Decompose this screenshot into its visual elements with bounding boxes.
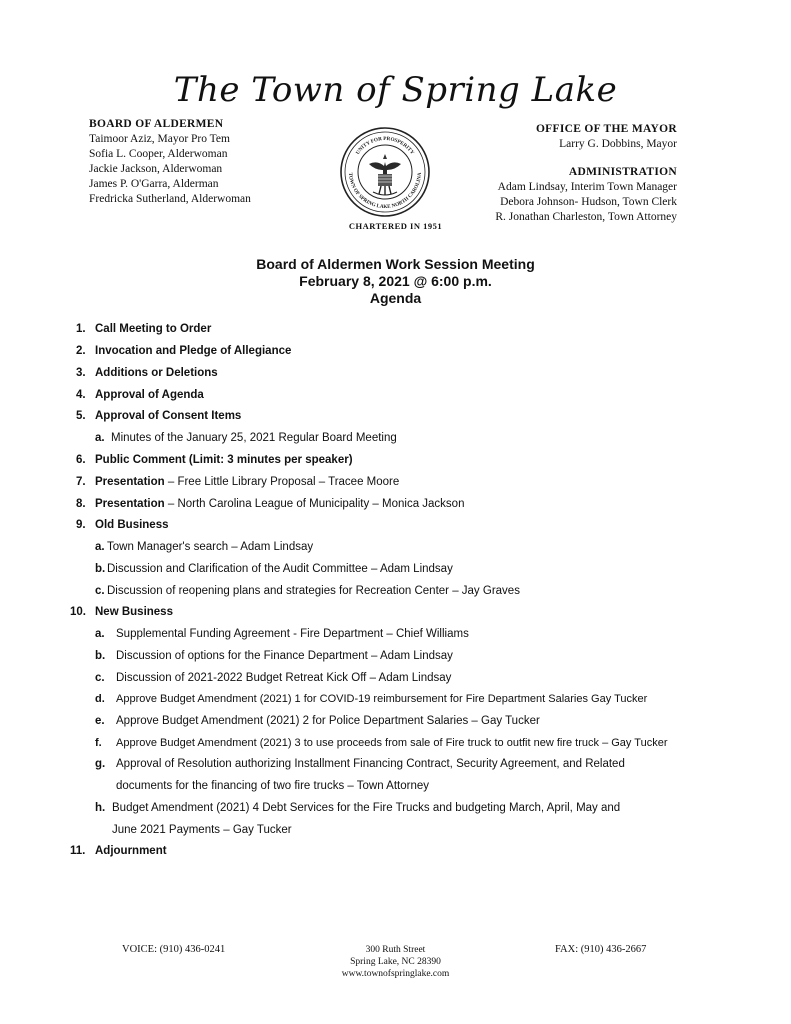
- agenda-item: 2. Invocation and Pledge of Allegiance: [76, 345, 292, 357]
- footer-street: 300 Ruth Street: [365, 945, 426, 955]
- agenda-subitem: a. Supplemental Funding Agreement - Fire Department – Chief Williams: [95, 628, 469, 640]
- agenda-item: 6. Public Comment (Limit: 3 minutes per speaker): [76, 454, 353, 466]
- board-member: James P. O'Garra, Alderman: [89, 178, 219, 190]
- board-of-aldermen: [89, 117, 251, 207]
- seal-top-text: UNITY FOR PROSPERITY: [354, 135, 416, 156]
- agenda-subitem: g. Approval of Resolution authorizing Installment Financing Contract, Security Agreement, and Related: [95, 758, 625, 770]
- board-member: Jackie Jackson, Alderwoman: [89, 163, 223, 175]
- board-member: Taimoor Aziz, Mayor Pro Tem: [89, 133, 230, 145]
- board-member: Fredricka Sutherland, Alderwoman: [89, 193, 251, 205]
- meeting-date: February 8, 2021 @ 6:00 p.m.: [299, 273, 492, 289]
- footer-city: Spring Lake, NC 28390: [350, 957, 441, 967]
- svg-text:UNITY FOR PROSPERITY: [355, 136, 415, 156]
- mayor-name: Larry G. Dobbins, Mayor: [559, 138, 677, 150]
- board-heading: BOARD OF ALDERMEN: [89, 118, 224, 130]
- footer-address: [0, 944, 791, 980]
- seal-bottom-text: TOWN OF SPRING LAKE NORTH CAROLINA: [346, 172, 424, 211]
- board-member: Sofia L. Cooper, Alderwoman: [89, 148, 228, 160]
- agenda-subitem: h. Budget Amendment (2021) 4 Debt Services for the Fire Trucks and budgeting March, April, May and: [95, 802, 621, 814]
- agenda-item: 8. Presentation – North Carolina League of Municipality – Monica Jackson: [76, 498, 465, 510]
- chartered-note: CHARTERED IN 1951: [348, 221, 443, 231]
- agenda-item: 5. Approval of Consent Items: [76, 410, 242, 422]
- town-title: The Town of Spring Lake: [173, 70, 618, 110]
- footer-voice: VOICE: (910) 436-0241: [122, 944, 226, 955]
- agenda-subitem-continued: June 2021 Payments – Gay Tucker: [112, 824, 292, 836]
- agenda-subitem: f. Approve Budget Amendment (2021) 3 to use proceeds from sale of Fire truck to outfit new fire truck – Gay Tucker: [95, 737, 668, 749]
- agenda-subitem: a. Town Manager's search – Adam Lindsay: [95, 541, 314, 553]
- agenda-subitem: b. Discussion and Clarification of the Audit Committee – Adam Lindsay: [95, 563, 453, 575]
- agenda-item: 4. Approval of Agenda: [76, 389, 204, 401]
- agenda-item: 7. Presentation – Free Little Library Proposal – Tracee Moore: [76, 476, 400, 488]
- agenda-item: 3. Additions or Deletions: [76, 367, 218, 379]
- footer-fax: FAX: (910) 436-2667: [555, 944, 647, 955]
- agenda-subitem: c. Discussion of reopening plans and strategies for Recreation Center – Jay Graves: [95, 585, 520, 597]
- agenda-heading: Agenda: [369, 290, 422, 306]
- agenda-subitem: e. Approve Budget Amendment (2021) 2 for Police Department Salaries – Gay Tucker: [95, 715, 540, 727]
- meeting-title: Board of Aldermen Work Session Meeting: [256, 256, 535, 272]
- mayor-heading: OFFICE OF THE MAYOR: [535, 123, 677, 135]
- agenda-subitem: d. Approve Budget Amendment (2021) 1 for COVID-19 reimbursement for Fire Department Salaries Gay Tucker: [95, 693, 648, 705]
- office-of-mayor: [495, 122, 677, 225]
- agenda-subitem: a. Minutes of the January 25, 2021 Regular Board Meeting: [95, 432, 397, 444]
- admin-member: Debora Johnson- Hudson, Town Clerk: [500, 196, 677, 208]
- administration-heading: ADMINISTRATION: [568, 166, 677, 178]
- meeting-header: [0, 256, 791, 307]
- town-seal-icon: [339, 126, 431, 218]
- agenda-item: 11. Adjournment: [70, 845, 167, 857]
- agenda-item: 9. Old Business: [76, 519, 169, 531]
- agenda-item: 1. Call Meeting to Order: [76, 323, 212, 335]
- footer-website: www.townofspringlake.com: [341, 969, 450, 979]
- agenda-subitem: b. Discussion of options for the Finance Department – Adam Lindsay: [95, 650, 453, 662]
- agenda-subitem: c. Discussion of 2021-2022 Budget Retreat Kick Off – Adam Lindsay: [95, 672, 452, 684]
- admin-member: R. Jonathan Charleston, Town Attorney: [495, 211, 677, 223]
- admin-member: Adam Lindsay, Interim Town Manager: [497, 181, 677, 193]
- agenda-item: 10. New Business: [70, 606, 173, 618]
- agenda-subitem-continued: documents for the financing of two fire trucks – Town Attorney: [116, 780, 430, 792]
